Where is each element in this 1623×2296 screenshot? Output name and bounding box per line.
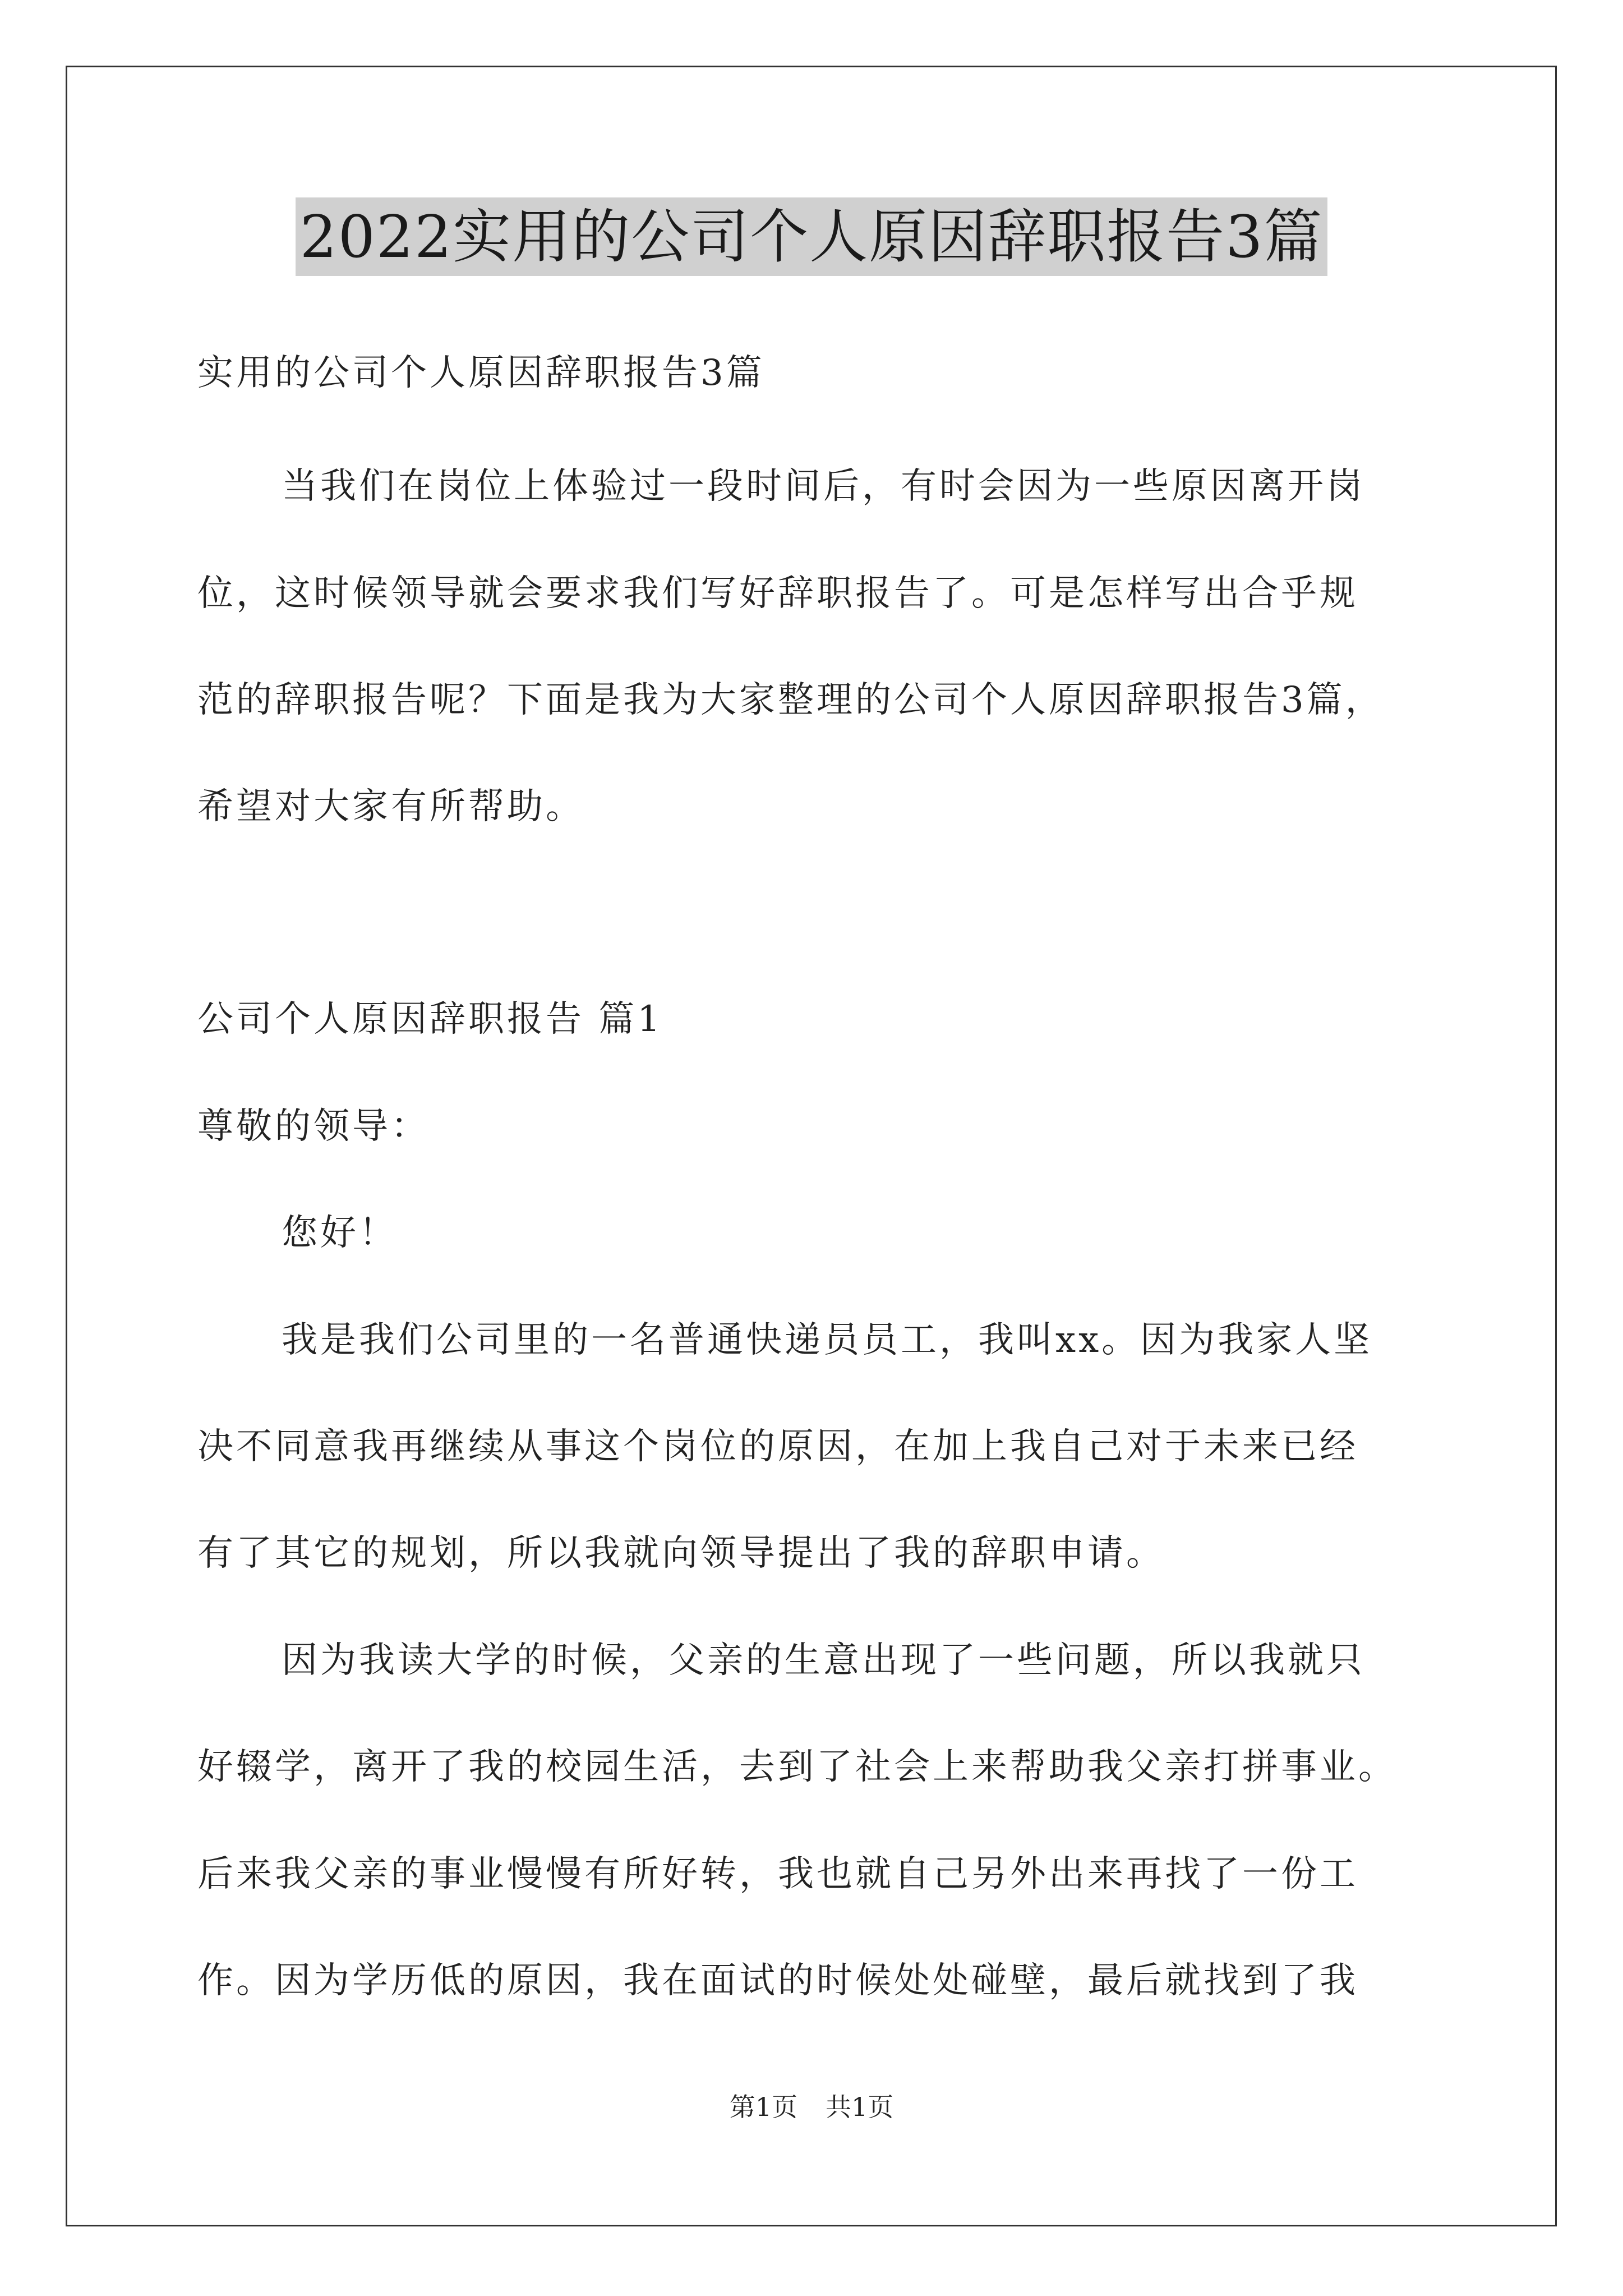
intro-line: 范的辞职报告呢？下面是我为大家整理的公司个人原因辞职报告3篇， — [197, 679, 1384, 721]
page-total: 共1页 — [826, 2092, 894, 2122]
body-line: 后来我父亲的事业慢慢有所好转，我也就自己另外出来再找了一份工 — [197, 1853, 1358, 1895]
page-footer — [0, 2090, 1623, 2124]
body-line: 我是我们公司里的一名普通快递员员工，我叫xx。因为我家人坚 — [282, 1319, 1373, 1361]
body-line: 作。因为学历低的原因，我在面试的时候处处碰壁，最后就找到了我 — [197, 1960, 1358, 2001]
body-line: 有了其它的规划，所以我就向领导提出了我的辞职申请。 — [197, 1533, 1165, 1574]
title-container — [0, 197, 1623, 276]
document-title: 2022实用的公司个人原因辞职报告3篇 — [296, 197, 1328, 276]
intro-line: 位，这时候领导就会要求我们写好辞职报告了。可是怎样写出合乎规 — [197, 573, 1358, 614]
body-line: 好辍学，离开了我的校园生活，去到了社会上来帮助我父亲打拼事业。 — [197, 1746, 1397, 1788]
intro-line: 当我们在岗位上体验过一段时间后，有时会因为一些原因离开岗 — [282, 466, 1365, 507]
subtitle-line: 实用的公司个人原因辞职报告3篇 — [197, 352, 765, 394]
intro-line: 希望对大家有所帮助。 — [197, 786, 584, 827]
salutation: 尊敬的领导： — [197, 1106, 430, 1147]
greeting: 您好！ — [282, 1212, 398, 1254]
body-line: 因为我读大学的时候，父亲的生意出现了一些问题，所以我就只 — [282, 1640, 1365, 1681]
section-heading: 公司个人原因辞职报告 篇1 — [197, 999, 663, 1040]
body-line: 决不同意我再继续从事这个岗位的原因，在加上我自己对于未来已经 — [197, 1426, 1358, 1467]
page-number: 第1页 — [729, 2092, 797, 2122]
